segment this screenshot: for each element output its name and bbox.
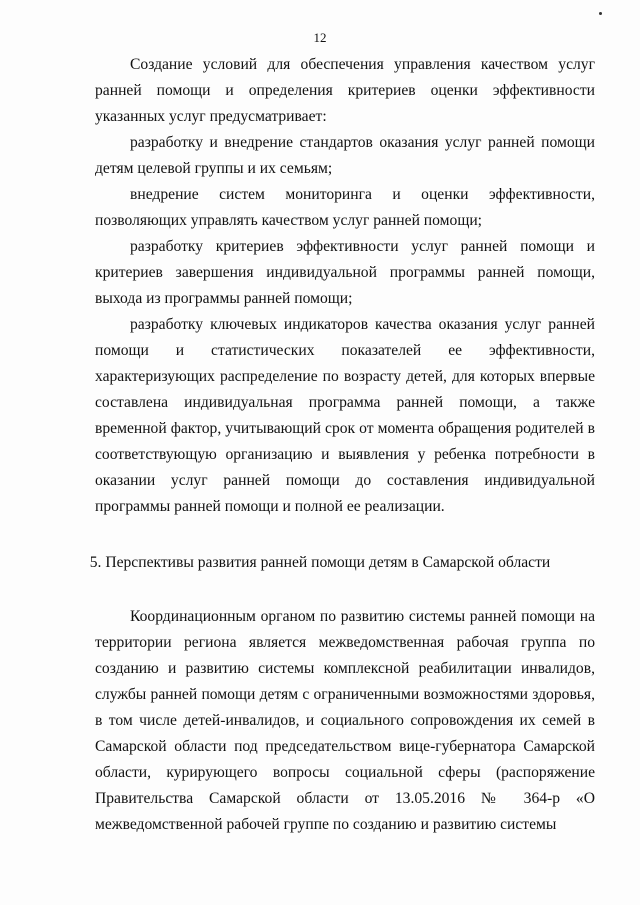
paragraph-item-standards: разработку и внедрение стандартов оказания услуг ранней помощи детям целевой группы и их семьям; [95,134,595,177]
page-number: 12 [313,30,327,45]
scan-speck [599,12,602,15]
paragraph-coordination: Координационным органом по развитию системы ранней помощи на территории региона является межведомственная рабочая группа по созданию и развитию системы комплексной реабилитации инвалидов, службы ранней помощи детям с ограниченными возможностями здоровья, в том числе детей-инвалидов, и социального сопровождения их семей в Самарской области под председательством вице-губернатора Самарской области, курирующего вопросы социальной сферы (распоряжение Правительства Самарской области от 13.05.2016 № 364-р «О межведомственной рабочей группе по созданию и развитию системы [95,608,595,833]
section-5-body [95,604,595,838]
paragraph-item-monitoring: внедрение систем мониторинга и оценки эффективности, позволяющих управлять качеством услуг ранней помощи; [95,186,595,229]
paragraph-item-criteria: разработку критериев эффективности услуг ранней помощи и критериев завершения индивидуальной программы ранней помощи, выхода из программы ранней помощи; [95,238,595,307]
paragraph-intro: Создание условий для обеспечения управления качеством услуг ранней помощи и определения критериев оценки эффективности указанных услуг предусматривает: [95,56,595,125]
section-body [95,52,595,520]
section-heading: 5. Перспективы развития ранней помощи детям в Самарской области [89,554,551,571]
paragraph-item-indicators: разработку ключевых индикаторов качества оказания услуг ранней помощи и статистических показателей ее эффективности, характеризующих распределение по возрасту детей, для которых впервые составлена индивидуальная программа ранней помощи, а также временной фактор, учитывающий срок от момента обращения родителей в соответствующую организацию и выявления у ребенка потребности в оказании услуг ранней помощи до составления индивидуальной программы ранней помощи и полной ее реализации. [95,316,595,515]
